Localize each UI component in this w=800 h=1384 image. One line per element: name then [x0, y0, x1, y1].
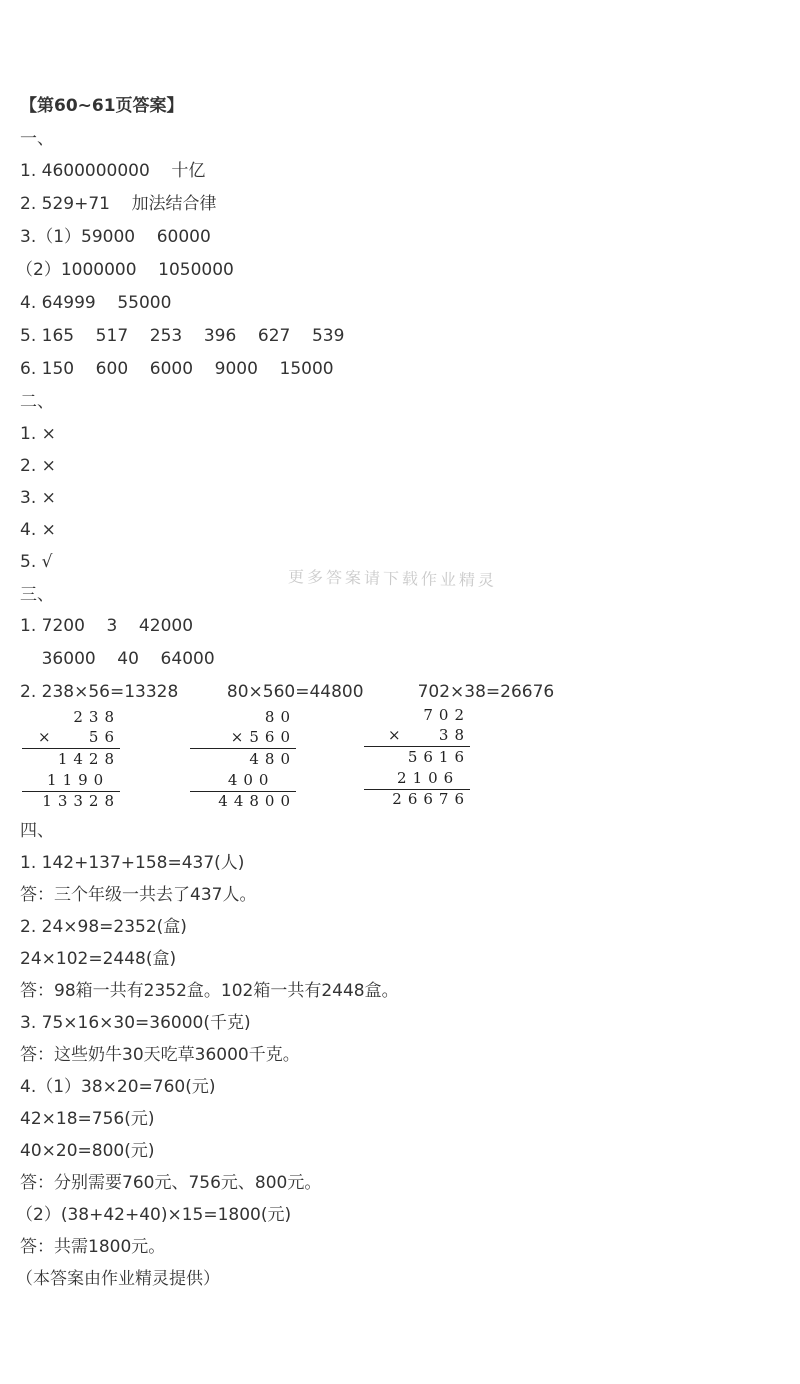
answer-line: 2. 238×56=13328 80×560=44800 702×38=26676: [20, 682, 555, 702]
footer-note: （本答案由作业精灵提供）: [16, 1269, 220, 1289]
answer-line: 1. 4600000000 十亿: [20, 161, 206, 181]
section-1-heading: 一、: [20, 129, 54, 149]
vertical-calc-1: [22, 707, 120, 811]
calc-multiplicand: 80: [264, 708, 296, 726]
calc-multiplicand: 702: [423, 706, 470, 724]
calc-partial-1: 5616: [407, 748, 470, 766]
answer-line: 答：分别需要760元、756元、800元。: [20, 1173, 322, 1193]
answer-line: （2）(38+42+40)×15=1800(元): [16, 1205, 292, 1225]
answer-line: 4. ×: [20, 520, 56, 540]
answer-line: 40×20=800(元): [20, 1141, 155, 1161]
answer-line: 5. √: [20, 552, 53, 572]
calc-partial-2: 1190: [47, 771, 120, 789]
section-4-heading: 四、: [20, 821, 54, 841]
vertical-calc-2: [190, 707, 296, 811]
answer-line: 1. ×: [20, 424, 56, 444]
calc-partial-2: 2106: [397, 769, 470, 787]
answer-line: 24×102=2448(盒): [20, 949, 177, 969]
calc-multiplier: × 56: [38, 728, 120, 746]
answer-line: 3.（1）59000 60000: [20, 227, 211, 247]
answer-line: 答：这些奶牛30天吃草36000千克。: [20, 1045, 300, 1065]
answer-line: 答：共需1800元。: [20, 1237, 166, 1257]
answer-line: 2. 24×98=2352(盒): [20, 917, 187, 937]
answer-line: 5. 165 517 253 396 627 539: [20, 326, 345, 346]
answer-line: （2）1000000 1050000: [16, 260, 234, 280]
calc-partial-1: 480: [249, 750, 296, 768]
calc-partial-1: 1428: [57, 750, 120, 768]
calc-result: 13328: [42, 792, 120, 810]
vertical-calc-3: [364, 705, 470, 809]
answer-line: 4. 64999 55000: [20, 293, 172, 313]
answer-line: 3. 75×16×30=36000(千克): [20, 1013, 251, 1033]
answer-line: 1. 142+137+158=437(人): [20, 853, 245, 873]
answer-line: 答：三个年级一共去了437人。: [20, 885, 257, 905]
calc-partial-2: 400: [227, 771, 296, 789]
section-3-heading: 三、: [20, 585, 54, 605]
answer-line: 2. ×: [20, 456, 56, 476]
answer-line: 3. ×: [20, 488, 56, 508]
calc-multiplier: × 38: [388, 726, 470, 744]
watermark: 更多答案请下载作业精灵: [287, 567, 498, 590]
answer-line: 42×18=756(元): [20, 1109, 155, 1129]
calc-multiplier: ×560: [230, 728, 296, 746]
answer-line: 36000 40 64000: [20, 649, 215, 669]
page-title: 【第60~61页答案】: [20, 96, 184, 116]
calc-result: 26676: [392, 790, 470, 808]
answer-line: 6. 150 600 6000 9000 15000: [20, 359, 334, 379]
section-2-heading: 二、: [20, 392, 54, 412]
answer-line: 答：98箱一共有2352盒。102箱一共有2448盒。: [20, 981, 399, 1001]
calc-multiplicand: 238: [73, 708, 120, 726]
calc-result: 44800: [218, 792, 296, 810]
answer-line: 4.（1）38×20=760(元): [20, 1077, 216, 1097]
answer-line: 2. 529+71 加法结合律: [20, 194, 217, 214]
answer-line: 1. 7200 3 42000: [20, 616, 194, 636]
